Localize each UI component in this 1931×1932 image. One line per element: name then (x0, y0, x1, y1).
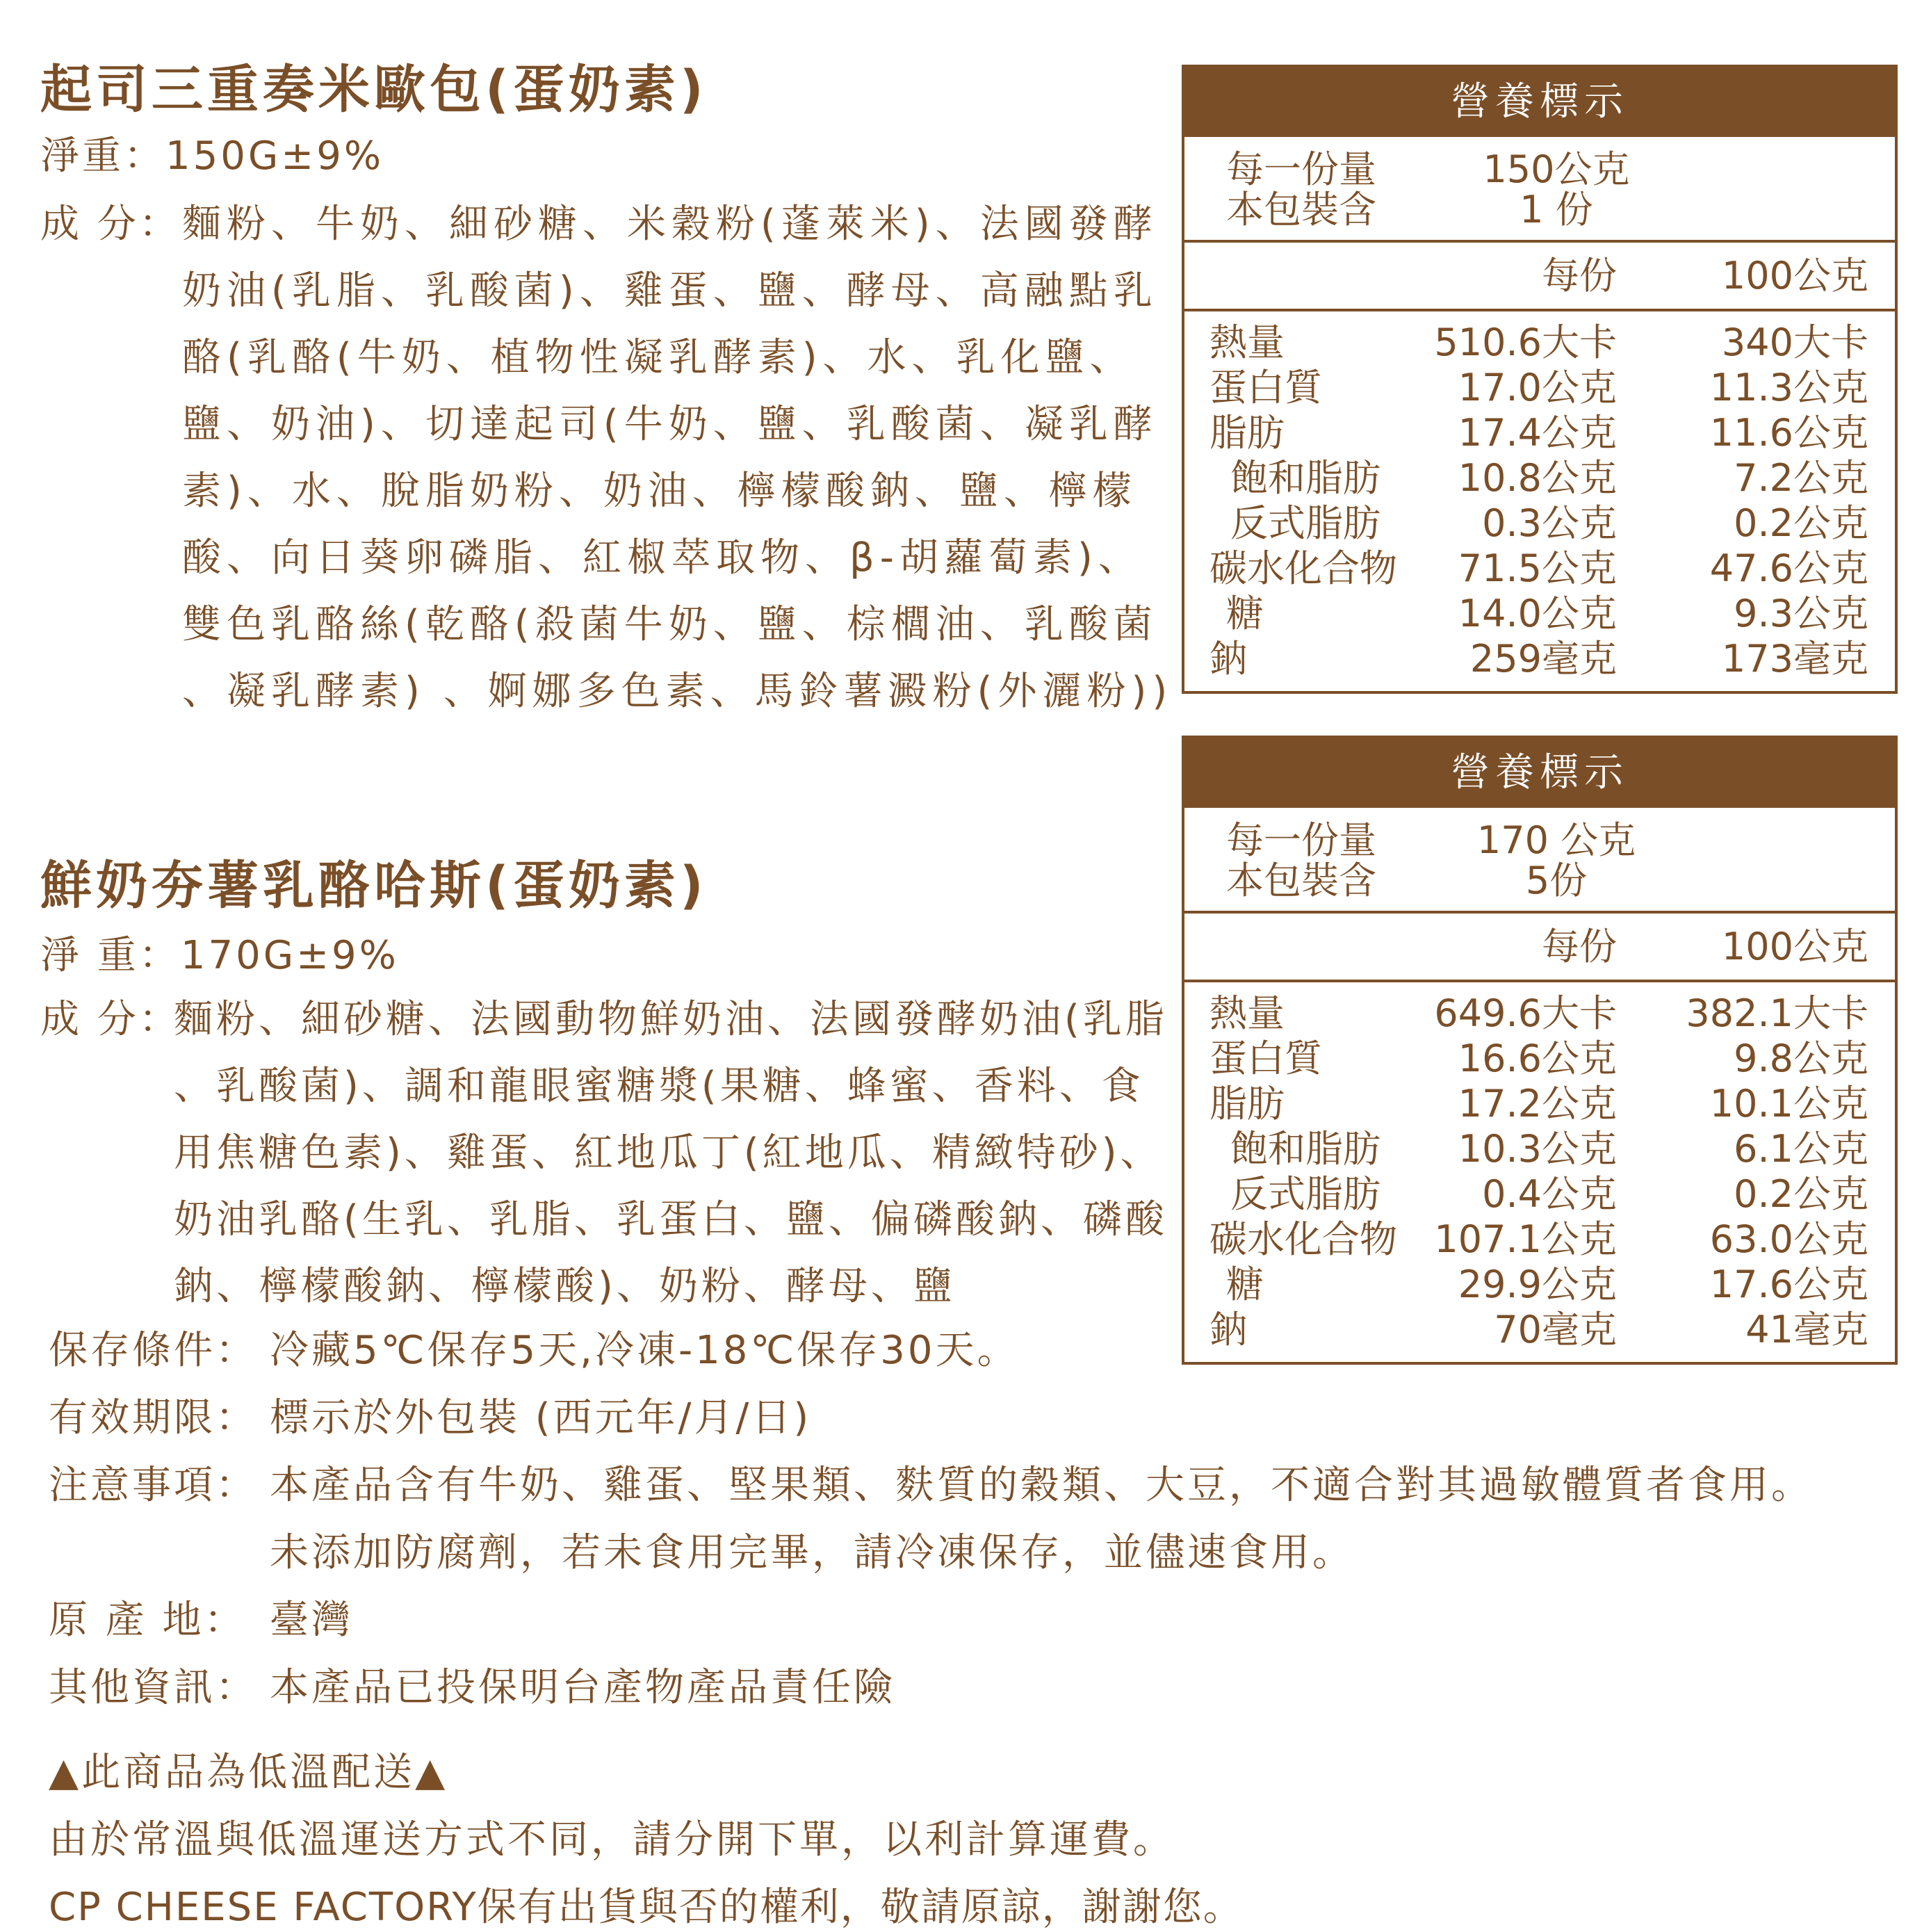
nutrient-per-serving: 70毫克 (1494, 1308, 1617, 1351)
nutrient-name: 脂肪 (1209, 1082, 1285, 1126)
nutrient-per-serving: 17.2公克 (1458, 1082, 1617, 1126)
serving-size-label: 每一份量 (1226, 147, 1376, 191)
nutrient-per-serving: 10.8公克 (1458, 456, 1617, 500)
serving-size-label: 每一份量 (1226, 818, 1376, 862)
info-label: 注意事項： (49, 1463, 257, 1508)
shipping-notice-rights: CP CHEESE FACTORY保有出貨與否的權利，敬請原諒，謝謝您。 (49, 1885, 1244, 1930)
nutrition-row (1184, 1081, 1895, 1126)
nutrient-name: 鈉 (1209, 1308, 1247, 1351)
product1-weight-value: 150G±9% (165, 133, 384, 179)
product1-ingredients-line: 鹽、奶油)、切達起司(牛奶、鹽、乳酸菌、凝乳酵 (182, 402, 1158, 447)
nutrient-name: 反式脂肪 (1230, 501, 1380, 545)
column-per-100g: 100公克 (1721, 925, 1868, 968)
nutrition-row (1184, 1036, 1895, 1081)
nutrient-per-serving: 0.3公克 (1482, 501, 1617, 545)
nutrient-per-100g: 9.3公克 (1734, 592, 1868, 635)
nutrient-per-serving: 259毫克 (1469, 637, 1617, 681)
info-value: 冷藏5℃保存5天,冷凍-18℃保存30天。 (270, 1328, 1019, 1373)
nutrition-serving-info (1184, 808, 1895, 914)
product2-weight (40, 925, 399, 980)
nutrient-name: 糖 (1226, 592, 1264, 635)
nutrient-per-100g: 7.2公克 (1734, 456, 1868, 500)
info-label: 有效期限： (49, 1395, 257, 1440)
nutrient-per-100g: 11.6公克 (1709, 411, 1868, 455)
serving-size-value: 150公克 (1483, 147, 1630, 191)
nutrition-table-header: 營養標示 (1184, 738, 1895, 808)
nutrition-row (1184, 455, 1895, 501)
product2-ingredients-line: 用焦糖色素)、雞蛋、紅地瓜丁(紅地瓜、精緻特砂)、 (174, 1130, 1163, 1176)
nutrient-name: 糖 (1226, 1263, 1264, 1306)
nutrient-name: 飽和脂肪 (1230, 456, 1380, 500)
nutrient-per-100g: 0.2公克 (1734, 501, 1868, 545)
product2-title: 鮮奶夯薯乳酪哈斯(蛋奶素) (40, 856, 708, 916)
nutrition-row (1184, 991, 1895, 1036)
product1-ingredients-line: 素)、水、脫脂奶粉、奶油、檸檬酸鈉、鹽、檸檬 (182, 469, 1137, 514)
nutrient-per-100g: 9.8公克 (1734, 1037, 1868, 1080)
nutrient-per-serving: 10.3公克 (1458, 1127, 1617, 1171)
product2-ingredients-line: 鈉、檸檬酸鈉、檸檬酸)、奶粉、酵母、鹽 (174, 1264, 956, 1309)
info-value: 本產品含有牛奶、雞蛋、堅果類、麩質的穀類、大豆，不適合對其過敏體質者食用。 (270, 1463, 1813, 1508)
nutrient-name: 碳水化合物 (1209, 1217, 1397, 1261)
nutrition-row (1184, 1217, 1895, 1262)
nutrient-per-100g: 63.0公克 (1709, 1217, 1868, 1261)
column-per-serving: 每份 (1542, 254, 1617, 298)
package-count-value: 1 份 (1519, 188, 1593, 232)
nutrient-per-serving: 17.0公克 (1458, 366, 1617, 409)
nutrition-column-headers (1184, 914, 1895, 982)
nutrient-name: 蛋白質 (1209, 366, 1322, 409)
info-row-notes-cont (49, 1522, 1354, 1577)
product1-weight-label: 淨重： (40, 133, 165, 179)
info-row-notes (49, 1454, 1813, 1510)
nutrient-per-100g: 6.1公克 (1734, 1127, 1868, 1171)
nutrition-row (1184, 501, 1895, 546)
nutrition-row (1184, 1307, 1895, 1352)
info-value: 本產品已投保明台產物產品責任險 (270, 1665, 895, 1710)
info-label: 原 產 地： (49, 1598, 246, 1643)
info-value: 臺灣 (270, 1598, 353, 1643)
nutrition-rows (1184, 311, 1895, 688)
nutrient-name: 反式脂肪 (1230, 1172, 1380, 1216)
nutrition-row (1184, 636, 1895, 681)
nutrition-row (1184, 1171, 1895, 1217)
nutrition-rows (1184, 982, 1895, 1359)
nutrient-per-serving: 71.5公克 (1458, 546, 1617, 590)
product1-ingredients-line: 、凝乳酵素) 、婀娜多色素、馬鈴薯澱粉(外灑粉)) (182, 669, 1173, 714)
nutrient-per-100g: 340大卡 (1721, 320, 1868, 364)
nutrient-per-serving: 14.0公克 (1458, 592, 1617, 635)
info-row-other (49, 1657, 895, 1712)
product2-weight-value: 170G±9% (180, 933, 399, 978)
nutrition-row (1184, 1262, 1895, 1307)
nutrient-name: 碳水化合物 (1209, 546, 1397, 590)
info-value: 未添加防腐劑，若未食用完畢，請冷凍保存，並儘速食用。 (270, 1530, 1354, 1575)
package-count-label: 本包裝含 (1226, 859, 1376, 902)
nutrition-row (1184, 1126, 1895, 1171)
column-per-serving: 每份 (1542, 925, 1617, 968)
product1-ingredients-line: 雙色乳酪絲(乾酪(殺菌牛奶、鹽、棕櫚油、乳酸菌 (182, 602, 1158, 647)
nutrient-per-100g: 173毫克 (1721, 637, 1868, 681)
shipping-notice-text: 由於常溫與低溫運送方式不同，請分開下單，以利計算運費。 (49, 1817, 1175, 1862)
nutrient-per-serving: 16.6公克 (1458, 1037, 1617, 1080)
nutrient-per-serving: 649.6大卡 (1434, 991, 1617, 1035)
product2-ingredients-line: 麵粉、細砂糖、法國動物鮮奶油、法國發酵奶油(乳脂 (174, 997, 1168, 1042)
package-count-label: 本包裝含 (1226, 188, 1376, 232)
nutrient-per-serving: 29.9公克 (1458, 1263, 1617, 1306)
nutrient-name: 鈉 (1209, 637, 1247, 681)
nutrient-name: 脂肪 (1209, 411, 1285, 455)
nutrition-serving-info (1184, 137, 1895, 243)
package-count-value: 5份 (1525, 859, 1588, 902)
nutrient-per-serving: 510.6大卡 (1434, 320, 1617, 364)
product2-ingredients-label: 成 分： (40, 997, 181, 1042)
nutrition-row (1184, 591, 1895, 636)
info-row-storage (49, 1320, 1019, 1375)
product2-ingredients-line: 奶油乳酪(生乳、乳脂、乳蛋白、鹽、偏磷酸鈉、磷酸 (174, 1197, 1168, 1242)
product1-ingredients-line: 奶油(乳脂、乳酸菌)、雞蛋、鹽、酵母、高融點乳 (182, 268, 1158, 314)
info-value: 標示於外包裝 (西元年/月/日) (270, 1395, 812, 1440)
shipping-notice-title: ▲此商品為低溫配送▲ (49, 1750, 448, 1795)
nutrient-per-100g: 11.3公克 (1709, 366, 1868, 409)
product1-ingredients-line: 酪(乳酪(牛奶、植物性凝乳酵素)、水、乳化鹽、 (182, 335, 1134, 380)
nutrition-row (1184, 320, 1895, 365)
nutrition-column-headers (1184, 243, 1895, 311)
info-label: 保存條件： (49, 1328, 257, 1373)
nutrient-per-100g: 47.6公克 (1709, 546, 1868, 590)
nutrient-per-100g: 10.1公克 (1709, 1082, 1868, 1126)
nutrient-name: 飽和脂肪 (1230, 1127, 1380, 1171)
product1-title: 起司三重奏米歐包(蛋奶素) (40, 60, 708, 120)
product1-ingredients-label: 成 分： (40, 202, 181, 247)
product1-ingredients-line: 酸、向日葵卵磷脂、紅椒萃取物、β-胡蘿蔔素)、 (182, 535, 1143, 581)
serving-size-value: 170 公克 (1476, 818, 1636, 862)
nutrient-per-serving: 0.4公克 (1482, 1172, 1617, 1216)
info-row-expiry (49, 1387, 811, 1443)
nutrient-name: 蛋白質 (1209, 1037, 1322, 1080)
nutrient-per-serving: 107.1公克 (1434, 1217, 1617, 1261)
nutrient-per-100g: 41毫克 (1745, 1308, 1868, 1351)
product1-weight (40, 125, 384, 181)
product2-ingredients-line: 、乳酸菌)、調和龍眼蜜糖漿(果糖、蜂蜜、香料、食 (174, 1064, 1144, 1109)
product1-ingredients-line: 麵粉、牛奶、細砂糖、米穀粉(蓬萊米)、法國發酵 (182, 202, 1158, 247)
nutrient-name: 熱量 (1209, 320, 1285, 364)
info-row-origin (49, 1589, 353, 1645)
nutrient-per-100g: 0.2公克 (1734, 1172, 1868, 1216)
column-per-100g: 100公克 (1721, 254, 1868, 298)
nutrient-name: 熱量 (1209, 991, 1285, 1035)
product2-weight-label: 淨 重： (40, 933, 181, 978)
nutrient-per-100g: 17.6公克 (1709, 1263, 1868, 1306)
nutrition-table-header: 營養標示 (1184, 67, 1895, 137)
nutrition-row (1184, 410, 1895, 455)
nutrition-row (1184, 365, 1895, 410)
info-label: 其他資訊： (49, 1665, 257, 1710)
nutrition-table-2 (1182, 736, 1898, 1365)
nutrient-per-100g: 382.1大卡 (1686, 991, 1868, 1035)
nutrition-table-1 (1182, 65, 1898, 694)
nutrition-row (1184, 546, 1895, 591)
nutrient-per-serving: 17.4公克 (1458, 411, 1617, 455)
